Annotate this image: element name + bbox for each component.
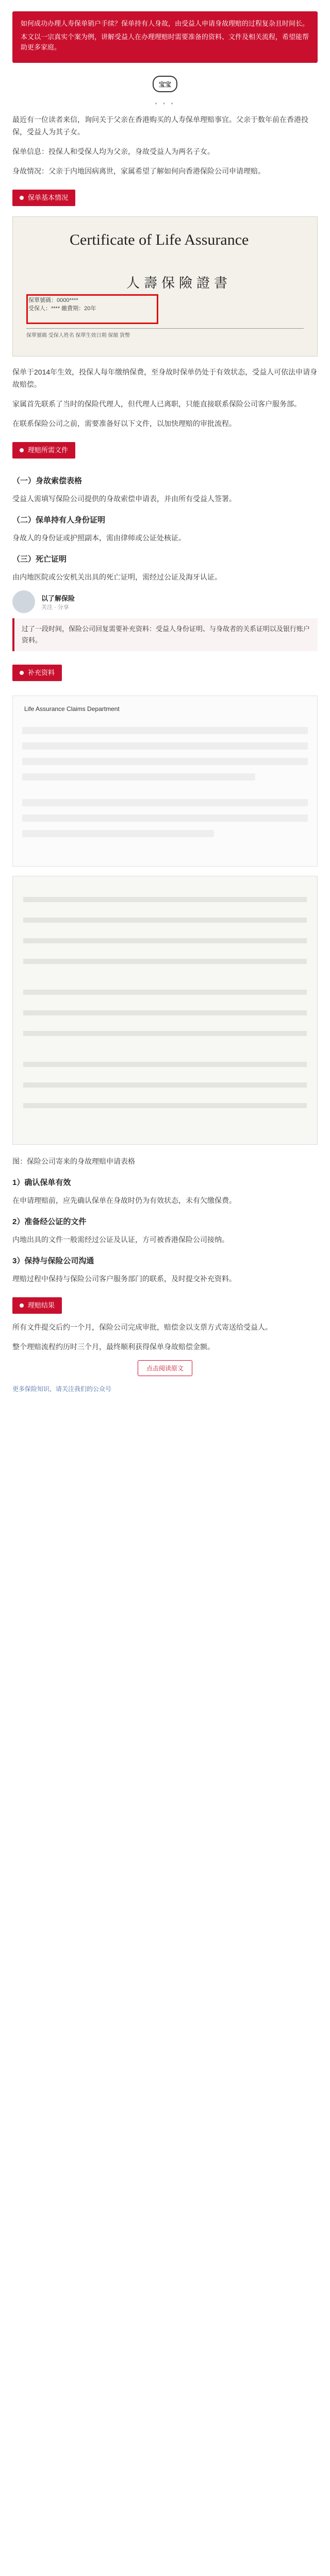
badge-supplement xyxy=(12,665,62,681)
read-more-row xyxy=(0,1360,330,1376)
intro-section xyxy=(0,113,330,213)
certificate-lines xyxy=(28,296,96,313)
after-cert-p1: 保单于2014年生效，投保人每年缴纳保费，至身故时保单仍处于有效状态，受益人可依法申请身故赔偿。 xyxy=(12,368,318,388)
quote-block: 过了一段时间，保险公司回复需要补充资料：受益人身份证明、与身故者的关系证明以及银行账户资料。 xyxy=(12,618,318,651)
form-caption-section xyxy=(0,1155,330,1353)
tip-3-text: 理赔过程中保持与保险公司客户服务部门的联系，及时提交补充资料。 xyxy=(12,1275,236,1283)
mascot xyxy=(144,72,186,96)
badge-documents xyxy=(12,442,75,459)
mascot-icon: 宝宝 xyxy=(153,76,177,92)
letter-line xyxy=(22,815,308,822)
avatar xyxy=(12,590,35,613)
badge-dot-icon xyxy=(20,448,24,452)
tip-3-heading: 3）保持与保险公司沟通 xyxy=(12,1257,94,1265)
banner-line-2: 本文以一宗真实个案为例，讲解受益人在办理理赔时需要准备的资料、文件及相关流程，希望能帮助更多家庭。 xyxy=(21,33,309,51)
step-1-text: 受益人需填写保险公司提供的身故索偿申请表，并由所有受益人签署。 xyxy=(12,495,236,503)
badge-documents-label: 理赔所需文件 xyxy=(28,446,69,454)
certificate-line-a: 保單號碼：0000**** xyxy=(28,297,78,303)
form-line xyxy=(23,1031,307,1036)
form-line xyxy=(23,1082,307,1088)
after-cert-p2: 家属首先联系了当时的保险代理人，但代理人已离职，只能直接联系保险公司客户服务部。 xyxy=(12,400,301,408)
result-p2: 整个理赔流程约历时三个月，最终顺利获得保单身故赔偿金额。 xyxy=(12,1343,214,1351)
form-line xyxy=(23,1103,307,1108)
intro-p2: 保单信息：投保人和受保人均为父亲，身故受益人为两名子女。 xyxy=(12,147,214,156)
intro-p1: 最近有一位读者来信，询问关于父亲在香港购买的人寿保单理赔事宜。父亲于数年前在香港投保，受益人为其子女。 xyxy=(12,115,308,136)
badge-dot-icon xyxy=(20,196,24,200)
badge-result xyxy=(12,1297,62,1314)
after-cert-p3: 在联系保险公司之前，需要准备好以下文件，以加快理赔的审批流程。 xyxy=(12,419,236,428)
letter-line xyxy=(22,742,308,750)
form-caption: 图：保险公司寄来的身故理赔申请表格 xyxy=(12,1157,135,1165)
letter-line xyxy=(22,799,308,806)
author-sub: 关注 · 分享 xyxy=(41,604,69,611)
letter-header: Life Assurance Claims Department xyxy=(24,705,120,713)
step-2-text: 身故人的身份证或护照副本，需由律师或公证处核证。 xyxy=(12,534,186,542)
certificate-table: 保單號碼 受保人姓名 保單生效日期 保額 貨幣 xyxy=(26,328,304,338)
badge-dot-icon xyxy=(20,1303,24,1308)
letter-line xyxy=(22,773,255,781)
author-info xyxy=(41,593,75,611)
after-cert-section xyxy=(0,366,330,583)
tip-1-text: 在申请理赔前，应先确认保单在身故时仍为有效状态，未有欠缴保费。 xyxy=(12,1196,236,1205)
letter-line xyxy=(22,830,214,837)
tip-1-heading: 1）确认保单有效 xyxy=(12,1178,71,1187)
badge-policy-info xyxy=(12,190,75,206)
letter-line xyxy=(22,727,308,734)
letter-line xyxy=(22,758,308,765)
intro-banner xyxy=(12,11,318,63)
author-name: 以了解保险 xyxy=(41,594,75,602)
badge-policy-info-label: 保单基本情况 xyxy=(28,194,69,201)
form-line xyxy=(23,1062,307,1067)
step-3-heading: （三）死亡证明 xyxy=(12,555,67,564)
author-profile[interactable] xyxy=(0,590,330,613)
banner-line-1: 如何成功办理人寿保单销户手续？保单持有人身故，由受益人申请身故理赔的过程复杂且时间长。 xyxy=(21,20,309,27)
form-line xyxy=(23,959,307,964)
tip-2-heading: 2）准备经公证的文件 xyxy=(12,1217,87,1226)
form-line xyxy=(23,938,307,943)
badge-supplement-label: 补充资料 xyxy=(28,669,55,676)
form-line xyxy=(23,897,307,902)
certificate-image xyxy=(12,216,318,357)
result-p1: 所有文件提交后约一个月，保险公司完成审批，赔偿金以支票方式寄送给受益人。 xyxy=(12,1323,272,1331)
step-1-heading: （一）身故索偿表格 xyxy=(12,477,82,485)
footer-link[interactable]: 更多保险知识，请关注我们的公众号 xyxy=(12,1385,112,1393)
badge-result-label: 理赔结果 xyxy=(28,1301,55,1309)
certificate-line-b: 受保人：**** 繳費期：20年 xyxy=(28,306,96,312)
certificate-title: Certificate of Life Assurance xyxy=(70,231,249,248)
form-line xyxy=(23,918,307,923)
insurer-letter-image xyxy=(12,696,318,867)
form-line xyxy=(23,1010,307,1015)
read-original-button[interactable]: 点击阅读原文 xyxy=(138,1360,192,1376)
step-3-text: 由内地医院或公安机关出具的死亡证明，需经过公证及海牙认证。 xyxy=(12,573,222,581)
divider: • • • xyxy=(155,100,175,107)
badge-dot-icon xyxy=(20,671,24,675)
tip-2-text: 内地出具的文件一般需经过公证及认证，方可被香港保险公司接纳。 xyxy=(12,1235,229,1244)
intro-p3: 身故情况：父亲于内地因病离世，家属希望了解如何向香港保险公司申请理赔。 xyxy=(12,167,265,175)
claim-form-image xyxy=(12,876,318,1145)
certificate-cn-title: 人壽保險證書 xyxy=(126,276,232,291)
form-line xyxy=(23,990,307,995)
supplement-section xyxy=(0,659,330,688)
step-2-heading: （二）保单持有人身份证明 xyxy=(12,516,106,524)
